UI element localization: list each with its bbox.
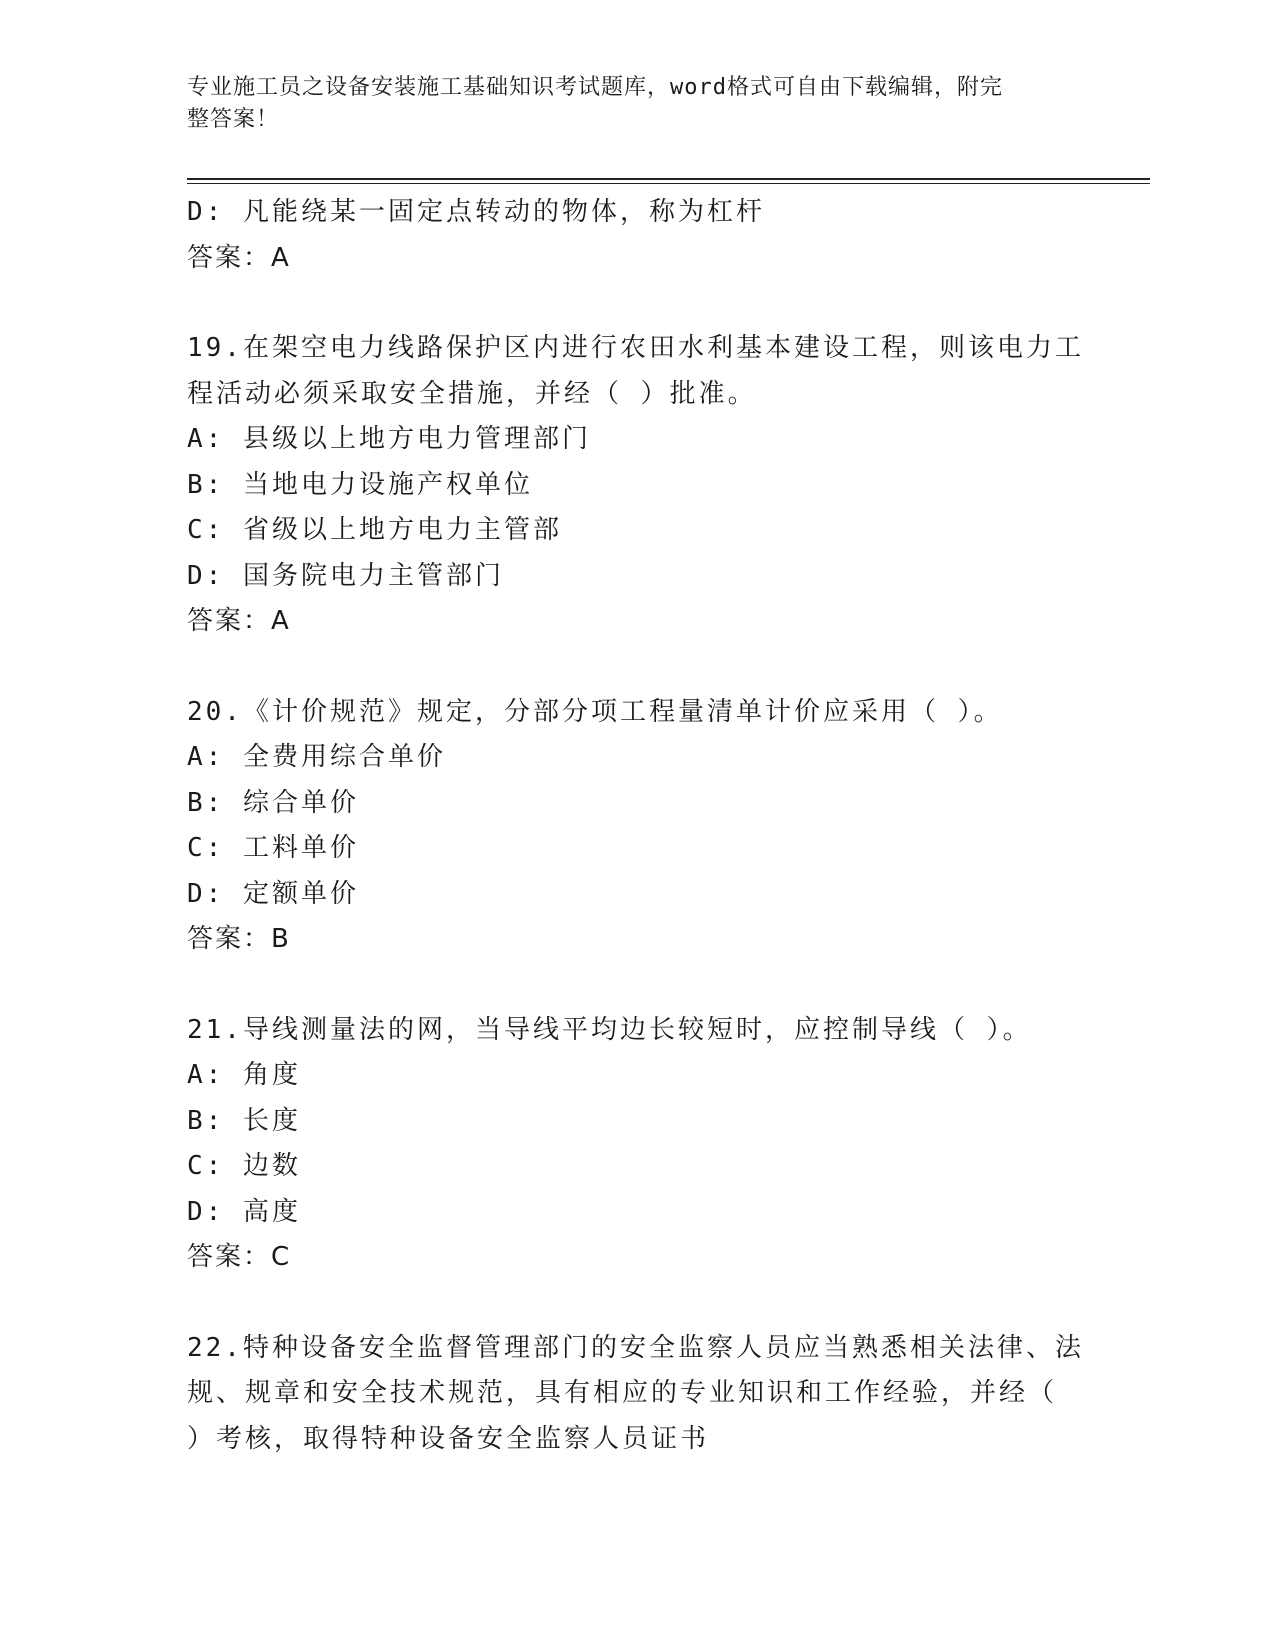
option-a: A: 角度 xyxy=(187,1060,301,1090)
option-c: C: 边数 xyxy=(187,1151,301,1181)
option-c: C: 工料单价 xyxy=(187,833,359,863)
header-line-1: 专业施工员之设备安装施工基础知识考试题库，word格式可自由下载编辑，附完 xyxy=(187,75,1003,100)
question-19 xyxy=(187,326,1087,645)
option-d: D: 国务院电力主管部门 xyxy=(187,560,504,591)
question-content xyxy=(187,190,1087,1462)
option-c: C: 省级以上地方电力主管部 xyxy=(187,515,562,545)
question-text: 19.在架空电力线路保护区内进行农田水利基本建设工程，则该电力工 xyxy=(187,333,1084,363)
answer-prev: 答案：A xyxy=(187,242,291,273)
option-d: D: 高度 xyxy=(187,1196,301,1227)
question-20 xyxy=(187,690,1087,963)
answer: 答案：A xyxy=(187,606,291,636)
question-22 xyxy=(187,1326,1087,1463)
option-d: D: 定额单价 xyxy=(187,878,359,909)
answer: 答案：C xyxy=(187,1242,292,1272)
question-text: 程活动必须采取安全措施，并经（ ）批准。 xyxy=(187,378,757,409)
option-b: B: 当地电力设施产权单位 xyxy=(187,469,533,500)
document-header xyxy=(187,72,1067,136)
answer: 答案：B xyxy=(187,924,291,954)
question-21 xyxy=(187,1008,1087,1281)
question-text: ）考核，取得特种设备安全监察人员证书 xyxy=(187,1423,710,1454)
question-text: 22.特种设备安全监督管理部门的安全监察人员应当熟悉相关法律、法 xyxy=(187,1332,1084,1363)
option-b: B: 综合单价 xyxy=(187,787,359,818)
header-divider-thin xyxy=(187,183,1150,184)
question-text: 21.导线测量法的网，当导线平均边长较短时，应控制导线（ ）。 xyxy=(187,1014,1032,1045)
option-a: A: 县级以上地方电力管理部门 xyxy=(187,424,591,454)
header-line-2: 整答案！ xyxy=(187,107,280,132)
option-d-prev: D: 凡能绕某一固定点转动的物体，称为杠杆 xyxy=(187,197,765,227)
header-divider-thick xyxy=(187,178,1150,180)
question-text: 规、规章和安全技术规范，具有相应的专业知识和工作经验，并经（ xyxy=(187,1378,1058,1408)
option-b: B: 长度 xyxy=(187,1105,301,1136)
option-a: A: 全费用综合单价 xyxy=(187,742,446,772)
question-text: 20.《计价规范》规定，分部分项工程量清单计价应采用（ ）。 xyxy=(187,696,1003,727)
